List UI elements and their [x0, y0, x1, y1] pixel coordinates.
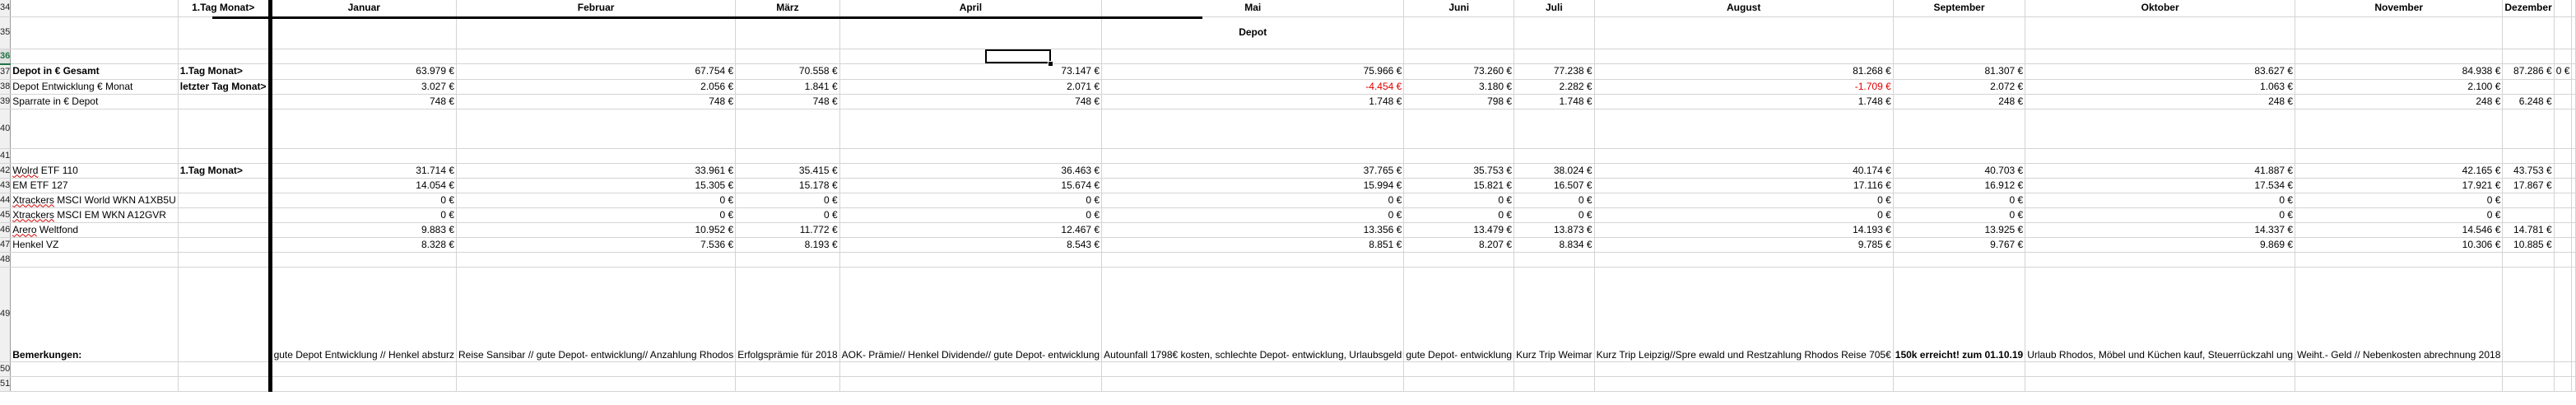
- value-cell[interactable]: 35.753 €: [1404, 163, 1514, 178]
- value-cell[interactable]: 81.268 €: [1594, 64, 1893, 80]
- cell[interactable]: [736, 16, 839, 49]
- spellcheck-word: Wolrd: [12, 164, 39, 176]
- value-cell[interactable]: 0 €: [1404, 193, 1514, 207]
- value-cell[interactable]: 14.546 €: [2295, 222, 2503, 237]
- cell[interactable]: [2572, 64, 2576, 80]
- value-cell[interactable]: 15.305 €: [457, 178, 736, 193]
- remark-cell[interactable]: Kurz Trip Weimar: [1514, 267, 1594, 361]
- value-cell[interactable]: 10.885 €: [2503, 237, 2554, 252]
- value-cell[interactable]: 748 €: [457, 94, 736, 109]
- value-cell[interactable]: 748 €: [270, 94, 456, 109]
- value-cell[interactable]: 15.178 €: [736, 178, 839, 193]
- row-marker[interactable]: 1.Tag Monat>: [178, 64, 270, 80]
- value-cell[interactable]: 0 €: [2025, 193, 2295, 207]
- value-cell[interactable]: 0 €: [1893, 193, 2025, 207]
- row-header[interactable]: 38: [0, 79, 11, 94]
- selected-cell[interactable]: [2295, 49, 2503, 64]
- value-cell[interactable]: 798 €: [1404, 94, 1514, 109]
- row-34: [0, 0, 2576, 16]
- cell[interactable]: [2554, 16, 2572, 49]
- value-cell[interactable]: -4.454 €: [1102, 79, 1404, 94]
- row-45: [0, 207, 2576, 222]
- cell[interactable]: [1404, 16, 1514, 49]
- remarks-label[interactable]: Bemerkungen:: [11, 267, 179, 361]
- row-label[interactable]: [11, 178, 179, 193]
- month-header[interactable]: Juni: [1404, 0, 1514, 16]
- value-cell[interactable]: 0 €: [2554, 64, 2572, 80]
- month-header[interactable]: Juli: [1514, 0, 1594, 16]
- row-label[interactable]: [11, 163, 179, 178]
- value-cell[interactable]: 0 €: [1404, 207, 1514, 222]
- value-cell[interactable]: 0 €: [1594, 207, 1893, 222]
- row-marker[interactable]: [178, 237, 270, 252]
- row-50: [0, 361, 2576, 376]
- value-cell[interactable]: 248 €: [2295, 94, 2503, 109]
- row-header[interactable]: 51: [0, 376, 11, 391]
- row-39: [0, 94, 2576, 109]
- value-cell[interactable]: 17.534 €: [2025, 178, 2295, 193]
- value-cell[interactable]: [2554, 193, 2572, 207]
- remark-cell[interactable]: 150k erreicht! zum 01.10.19: [1893, 267, 2025, 361]
- row-label[interactable]: [11, 237, 179, 252]
- value-cell[interactable]: [2554, 237, 2572, 252]
- value-cell[interactable]: 42.165 €: [2295, 163, 2503, 178]
- value-cell[interactable]: 15.674 €: [839, 178, 1101, 193]
- row-marker[interactable]: 1.Tag Monat>: [178, 163, 270, 178]
- value-cell[interactable]: 1.748 €: [1514, 94, 1594, 109]
- value-cell[interactable]: 0 €: [2295, 207, 2503, 222]
- value-cell[interactable]: 1.748 €: [1102, 94, 1404, 109]
- row-header[interactable]: 46: [0, 222, 11, 237]
- row-header[interactable]: 39: [0, 94, 11, 109]
- row-42: [0, 163, 2576, 178]
- remark-cell[interactable]: Autounfall 1798€ kosten, schlechte Depot- entwicklung, Urlaubsgeld: [1102, 267, 1404, 361]
- value-cell[interactable]: 8.328 €: [270, 237, 456, 252]
- cell[interactable]: [2572, 0, 2576, 16]
- value-cell[interactable]: 1.063 €: [2025, 79, 2295, 94]
- month-header[interactable]: August: [1594, 0, 1893, 16]
- cell-selection-box[interactable]: [985, 49, 1051, 63]
- month-header[interactable]: März: [736, 0, 839, 16]
- value-cell[interactable]: 0 €: [1102, 193, 1404, 207]
- value-cell[interactable]: [2503, 79, 2554, 94]
- cell[interactable]: [178, 267, 270, 361]
- spellcheck-word: Xtrackers: [12, 208, 54, 221]
- value-cell[interactable]: 0 €: [1594, 193, 1893, 207]
- cell[interactable]: [11, 0, 179, 16]
- value-cell[interactable]: -1.709 €: [1594, 79, 1893, 94]
- cell[interactable]: [2554, 0, 2572, 16]
- value-cell[interactable]: 63.979 €: [270, 64, 456, 80]
- header-marker[interactable]: 1.Tag Monat>: [178, 0, 270, 16]
- row-label-text: Depot Entwicklung € Monat: [12, 80, 133, 92]
- value-cell[interactable]: 1.748 €: [1594, 94, 1893, 109]
- value-cell[interactable]: 33.961 €: [457, 163, 736, 178]
- row-label-text: Depot in € Gesamt: [12, 65, 100, 77]
- value-cell[interactable]: 41.887 €: [2025, 163, 2295, 178]
- value-cell[interactable]: 75.966 €: [1102, 64, 1404, 80]
- row-header[interactable]: 35: [0, 16, 11, 49]
- row-marker[interactable]: [178, 94, 270, 109]
- value-cell[interactable]: 14.781 €: [2503, 222, 2554, 237]
- row-35: [0, 16, 2576, 49]
- value-cell[interactable]: 13.479 €: [1404, 222, 1514, 237]
- row-marker[interactable]: letzter Tag Monat>: [178, 79, 270, 94]
- value-cell[interactable]: 0 €: [457, 207, 736, 222]
- cell[interactable]: [178, 16, 270, 49]
- value-cell[interactable]: [2554, 79, 2572, 94]
- cell[interactable]: [2295, 16, 2503, 49]
- row-label-text: EM ETF 127: [12, 179, 68, 191]
- remark-cell[interactable]: gute Depot- entwicklung: [1404, 267, 1514, 361]
- value-cell[interactable]: [2554, 94, 2572, 109]
- row-header[interactable]: 47: [0, 237, 11, 252]
- spellcheck-word: Xtrackers: [12, 193, 54, 206]
- row-44: [0, 193, 2576, 207]
- cell[interactable]: [2572, 79, 2576, 94]
- row-label[interactable]: [11, 193, 179, 207]
- cell[interactable]: [1514, 16, 1594, 49]
- value-cell[interactable]: 0 €: [736, 207, 839, 222]
- remark-cell[interactable]: Kurz Trip Leipzig//Spre ewald und Restzahlung Rhodos Reise 705€: [1594, 267, 1893, 361]
- row-header[interactable]: 34: [0, 0, 11, 16]
- page-title[interactable]: Depot: [1102, 16, 1404, 49]
- value-cell[interactable]: 73.147 €: [839, 64, 1101, 80]
- row-37: [0, 64, 2576, 80]
- value-cell[interactable]: 70.558 €: [736, 64, 839, 80]
- cell[interactable]: [2554, 267, 2572, 361]
- value-cell[interactable]: 31.714 €: [270, 163, 456, 178]
- cell[interactable]: [11, 16, 179, 49]
- value-cell[interactable]: 83.627 €: [2025, 64, 2295, 80]
- row-marker[interactable]: [178, 178, 270, 193]
- value-cell[interactable]: 0 €: [270, 193, 456, 207]
- cell[interactable]: [2572, 237, 2576, 252]
- value-cell[interactable]: 2.056 €: [457, 79, 736, 94]
- month-header[interactable]: September: [1893, 0, 2025, 16]
- row-header[interactable]: 49: [0, 267, 11, 361]
- cell[interactable]: [1594, 16, 1893, 49]
- cell[interactable]: [2572, 222, 2576, 237]
- value-cell[interactable]: 2.100 €: [2295, 79, 2503, 94]
- value-cell[interactable]: 10.306 €: [2295, 237, 2503, 252]
- header-border-line: [212, 16, 1202, 19]
- cell[interactable]: [2503, 16, 2554, 49]
- value-cell[interactable]: 17.116 €: [1594, 178, 1893, 193]
- value-cell[interactable]: 12.467 €: [839, 222, 1101, 237]
- value-cell[interactable]: 0 €: [1514, 193, 1594, 207]
- value-cell[interactable]: 248 €: [1893, 94, 2025, 109]
- row-label[interactable]: [11, 64, 179, 80]
- cell[interactable]: [2025, 16, 2295, 49]
- remark-cell[interactable]: Reise Sansibar // gute Depot- entwicklung// Anzahlung Rhodos: [457, 267, 736, 361]
- value-cell[interactable]: 84.938 €: [2295, 64, 2503, 80]
- row-header[interactable]: 50: [0, 361, 11, 376]
- cell[interactable]: [457, 16, 736, 49]
- remark-cell[interactable]: gute Depot Entwicklung // Henkel absturz: [270, 267, 456, 361]
- month-header[interactable]: April: [839, 0, 1101, 16]
- row-header-active[interactable]: 36: [0, 49, 11, 64]
- value-cell[interactable]: [2554, 178, 2572, 193]
- value-cell[interactable]: [2554, 207, 2572, 222]
- row-marker[interactable]: [178, 222, 270, 237]
- value-cell[interactable]: 13.873 €: [1514, 222, 1594, 237]
- cell[interactable]: [839, 16, 1101, 49]
- value-cell[interactable]: 9.767 €: [1893, 237, 2025, 252]
- value-cell[interactable]: 2.072 €: [1893, 79, 2025, 94]
- value-cell[interactable]: 40.174 €: [1594, 163, 1893, 178]
- row-header[interactable]: 43: [0, 178, 11, 193]
- row-marker[interactable]: [178, 193, 270, 207]
- remark-cell[interactable]: [2503, 267, 2554, 361]
- month-header[interactable]: Januar: [270, 0, 456, 16]
- value-cell[interactable]: 0 €: [2025, 207, 2295, 222]
- value-cell[interactable]: 37.765 €: [1102, 163, 1404, 178]
- value-cell[interactable]: 87.286 €: [2503, 64, 2554, 80]
- row-header[interactable]: 37: [0, 64, 11, 80]
- cell[interactable]: [2572, 16, 2576, 49]
- value-cell[interactable]: 38.024 €: [1514, 163, 1594, 178]
- value-cell[interactable]: 0 €: [839, 207, 1101, 222]
- cell[interactable]: [1893, 16, 2025, 49]
- value-cell[interactable]: 7.536 €: [457, 237, 736, 252]
- month-header[interactable]: November: [2295, 0, 2503, 16]
- month-header[interactable]: Oktober: [2025, 0, 2295, 16]
- cell[interactable]: [2572, 193, 2576, 207]
- value-cell[interactable]: 6.248 €: [2503, 94, 2554, 109]
- value-cell[interactable]: 8.834 €: [1514, 237, 1594, 252]
- row-header[interactable]: 41: [0, 148, 11, 163]
- value-cell[interactable]: 16.912 €: [1893, 178, 2025, 193]
- cell[interactable]: [2572, 267, 2576, 361]
- value-cell[interactable]: 11.772 €: [736, 222, 839, 237]
- value-cell[interactable]: 40.703 €: [1893, 163, 2025, 178]
- value-cell[interactable]: 8.543 €: [839, 237, 1101, 252]
- value-cell[interactable]: 3.180 €: [1404, 79, 1514, 94]
- row-label-rest: Weltfond: [36, 223, 79, 235]
- value-cell[interactable]: 0 €: [270, 207, 456, 222]
- value-cell[interactable]: 17.867 €: [2503, 178, 2554, 193]
- value-cell[interactable]: 14.193 €: [1594, 222, 1893, 237]
- row-label[interactable]: [11, 79, 179, 94]
- row-header[interactable]: 45: [0, 207, 11, 222]
- row-51: [0, 376, 2576, 391]
- row-label[interactable]: [11, 222, 179, 237]
- value-cell[interactable]: [2503, 207, 2554, 222]
- row-label[interactable]: [11, 94, 179, 109]
- value-cell[interactable]: 13.925 €: [1893, 222, 2025, 237]
- row-header[interactable]: 40: [0, 109, 11, 148]
- cell[interactable]: [2572, 163, 2576, 178]
- row-label-text: Henkel VZ: [12, 238, 59, 250]
- row-48: [0, 252, 2576, 267]
- value-cell[interactable]: 8.207 €: [1404, 237, 1514, 252]
- row-43: [0, 178, 2576, 193]
- row-header[interactable]: 44: [0, 193, 11, 207]
- row-46: [0, 222, 2576, 237]
- row-label-text: Sparrate in € Depot: [12, 95, 99, 107]
- row-47: [0, 237, 2576, 252]
- row-label-rest: ETF 110: [38, 164, 78, 176]
- remark-cell[interactable]: Urlaub Rhodos, Möbel und Küchen kauf, Steuerrückzahl ung: [2025, 267, 2295, 361]
- value-cell[interactable]: 81.307 €: [1893, 64, 2025, 80]
- value-cell[interactable]: 14.054 €: [270, 178, 456, 193]
- value-cell[interactable]: 0 €: [1514, 207, 1594, 222]
- cell[interactable]: [11, 49, 179, 64]
- row-49: [0, 267, 2576, 361]
- remark-cell[interactable]: Erfolgsprämie für 2018: [736, 267, 839, 361]
- month-header[interactable]: Mai: [1102, 0, 1404, 16]
- cell[interactable]: [270, 16, 456, 49]
- value-cell[interactable]: 1.841 €: [736, 79, 839, 94]
- value-cell[interactable]: 2.282 €: [1514, 79, 1594, 94]
- value-cell[interactable]: 9.883 €: [270, 222, 456, 237]
- value-cell[interactable]: 15.821 €: [1404, 178, 1514, 193]
- value-cell[interactable]: 0 €: [1102, 207, 1404, 222]
- value-cell[interactable]: 10.952 €: [457, 222, 736, 237]
- value-cell[interactable]: [2554, 163, 2572, 178]
- value-cell[interactable]: 0 €: [839, 193, 1101, 207]
- row-label-rest: MSCI EM WKN A12GVR: [53, 208, 166, 221]
- remark-cell[interactable]: Weiht.- Geld // Nebenkosten abrechnung 2018: [2295, 267, 2503, 361]
- row-marker[interactable]: [178, 207, 270, 222]
- row-36: [0, 49, 2576, 64]
- cell[interactable]: [2572, 178, 2576, 193]
- value-cell[interactable]: 43.753 €: [2503, 163, 2554, 178]
- value-cell[interactable]: 67.754 €: [457, 64, 736, 80]
- row-38: [0, 79, 2576, 94]
- value-cell[interactable]: [2554, 222, 2572, 237]
- value-cell[interactable]: 0 €: [2295, 193, 2503, 207]
- value-cell[interactable]: 748 €: [736, 94, 839, 109]
- value-cell[interactable]: 9.869 €: [2025, 237, 2295, 252]
- row-label[interactable]: [11, 207, 179, 222]
- value-cell[interactable]: 3.027 €: [270, 79, 456, 94]
- row-label-rest: MSCI World WKN A1XB5U: [53, 193, 176, 206]
- month-header[interactable]: Dezember: [2503, 0, 2554, 16]
- value-cell[interactable]: 16.507 €: [1514, 178, 1594, 193]
- value-cell[interactable]: 14.337 €: [2025, 222, 2295, 237]
- value-cell[interactable]: 248 €: [2025, 94, 2295, 109]
- value-cell[interactable]: 0 €: [457, 193, 736, 207]
- value-cell[interactable]: 77.238 €: [1514, 64, 1594, 80]
- cell[interactable]: [2572, 94, 2576, 109]
- value-cell[interactable]: 8.193 €: [736, 237, 839, 252]
- fill-handle[interactable]: [1048, 61, 1053, 67]
- value-cell[interactable]: 35.415 €: [736, 163, 839, 178]
- value-cell[interactable]: 0 €: [1893, 207, 2025, 222]
- row-40: [0, 109, 2576, 148]
- value-cell[interactable]: 748 €: [839, 94, 1101, 109]
- row-header[interactable]: 48: [0, 252, 11, 267]
- value-cell[interactable]: 13.356 €: [1102, 222, 1404, 237]
- spellcheck-word: Arero: [12, 223, 37, 235]
- value-cell[interactable]: 0 €: [736, 193, 839, 207]
- month-header[interactable]: Februar: [457, 0, 736, 16]
- row-header[interactable]: 42: [0, 163, 11, 178]
- remark-cell[interactable]: AOK- Prämie// Henkel Dividende// gute Depot- entwicklung: [839, 267, 1101, 361]
- value-cell[interactable]: 73.260 €: [1404, 64, 1514, 80]
- cell[interactable]: [2572, 207, 2576, 222]
- value-cell[interactable]: [2503, 193, 2554, 207]
- value-cell[interactable]: 2.071 €: [839, 79, 1101, 94]
- value-cell[interactable]: 15.994 €: [1102, 178, 1404, 193]
- value-cell[interactable]: 36.463 €: [839, 163, 1101, 178]
- value-cell[interactable]: 17.921 €: [2295, 178, 2503, 193]
- cell[interactable]: [178, 49, 270, 64]
- value-cell[interactable]: 8.851 €: [1102, 237, 1404, 252]
- row-41: [0, 148, 2576, 163]
- value-cell[interactable]: 9.785 €: [1594, 237, 1893, 252]
